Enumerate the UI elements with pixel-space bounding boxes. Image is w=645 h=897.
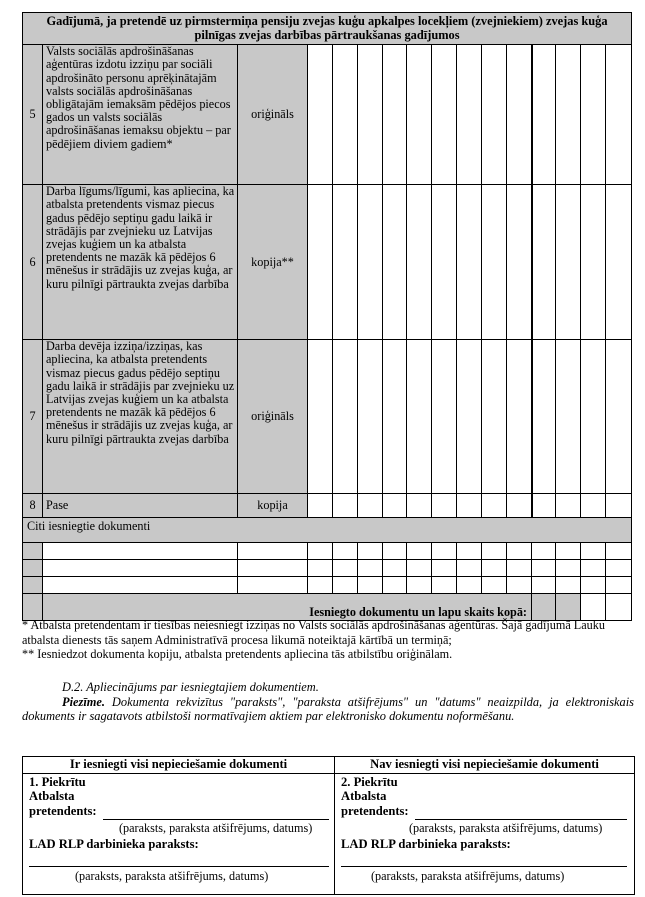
input-cell[interactable]: [383, 577, 407, 594]
input-cell[interactable]: [532, 543, 556, 560]
input-cell[interactable]: [606, 577, 632, 594]
input-cell[interactable]: [507, 45, 532, 185]
input-cell[interactable]: [238, 577, 308, 594]
input-cell[interactable]: [383, 340, 407, 494]
input-cell[interactable]: [383, 543, 407, 560]
input-cell[interactable]: [482, 494, 507, 518]
row-number-cell: [23, 543, 43, 560]
section-title: D.2. Apliecinājums par iesniegtajiem dokumentiem.: [62, 680, 319, 694]
input-cell[interactable]: [556, 185, 581, 340]
input-cell[interactable]: [358, 577, 383, 594]
input-cell[interactable]: [532, 340, 556, 494]
row-number: 5: [23, 45, 43, 185]
input-cell[interactable]: [507, 185, 532, 340]
input-cell[interactable]: [606, 543, 632, 560]
input-cell[interactable]: [432, 494, 457, 518]
table-row: [23, 494, 632, 518]
input-cell[interactable]: [482, 560, 507, 577]
input-cell[interactable]: [432, 185, 457, 340]
table-row: [23, 340, 632, 494]
officer-label: LAD RLP darbinieka paraksts:: [29, 836, 199, 851]
input-cell[interactable]: [308, 185, 333, 340]
input-cell[interactable]: [581, 185, 606, 340]
table-row: [23, 185, 632, 340]
input-cell[interactable]: [383, 560, 407, 577]
input-cell[interactable]: [333, 577, 358, 594]
input-cell[interactable]: [507, 494, 532, 518]
input-cell[interactable]: [407, 543, 432, 560]
total-row: [23, 594, 632, 621]
input-cell[interactable]: [581, 543, 606, 560]
applicant-label-line2: pretendents:: [341, 803, 409, 818]
applicant-label-line1: Atbalsta: [341, 788, 387, 803]
input-cell[interactable]: [308, 543, 333, 560]
row-description: Darba līgums/līgumi, kas apliecina, ka atbalsta pretendents vismaz piecus gadus pēdējo septiņu gadu laikā ir strādājis par zvejnieku uz Latvijas zvejas kuģiem un ka atbalsta pretendents ne mazāk kā pēdējos 6 mēnešus ir strādājis uz zvejas kuģa, ar kuru pilnīgi pārtraukta zvejas darbība: [43, 185, 238, 340]
note-label: Piezīme.: [62, 694, 106, 709]
footnotes: [22, 618, 634, 662]
input-cell[interactable]: [43, 577, 238, 594]
table-header: Gadījumā, ja pretendē uz pirmstermiņa pensiju zvejas kuģu apkalpes locekļiem (zvejniekiem) zvejas kuģa pilnīgas zvejas darbības pārtraukšanas gadījumos: [23, 13, 632, 45]
input-cell[interactable]: [606, 494, 632, 518]
input-cell[interactable]: [532, 494, 556, 518]
row-number-cell: [23, 577, 43, 594]
input-cell[interactable]: [333, 560, 358, 577]
input-cell[interactable]: [308, 494, 333, 518]
input-cell[interactable]: [432, 543, 457, 560]
row-document-type: oriģināls: [238, 340, 308, 494]
input-cell[interactable]: [358, 543, 383, 560]
input-cell[interactable]: [581, 340, 606, 494]
footnote-2: ** Iesniedzot dokumenta kopiju, atbalsta pretendents apliecina tās atbilstību oriģinālam.: [22, 647, 453, 662]
input-cell[interactable]: [482, 577, 507, 594]
input-cell[interactable]: [556, 543, 581, 560]
signature-hint: (paraksts, paraksta atšifrējums, datums): [371, 868, 565, 883]
signature-cell-right: [335, 773, 635, 894]
input-cell[interactable]: [407, 340, 432, 494]
input-cell[interactable]: [532, 577, 556, 594]
row-number: 7: [23, 340, 43, 494]
input-cell[interactable]: [556, 560, 581, 577]
input-cell[interactable]: [581, 45, 606, 185]
input-cell[interactable]: [358, 494, 383, 518]
signature-hint: (paraksts, paraksta atšifrējums, datums): [75, 868, 269, 883]
input-cell[interactable]: [532, 45, 556, 185]
input-cell[interactable]: [482, 543, 507, 560]
input-cell[interactable]: [407, 577, 432, 594]
input-cell[interactable]: [581, 560, 606, 577]
input-cell[interactable]: [507, 340, 532, 494]
input-cell[interactable]: [581, 494, 606, 518]
input-cell[interactable]: [308, 45, 333, 185]
signature-hint: (paraksts, paraksta atšifrējums, datums): [119, 820, 313, 835]
input-cell[interactable]: [238, 543, 308, 560]
footnote-1: * Atbalsta pretendentam ir tiesības neiesniegt izziņas no Valsts sociālās apdrošināšanas aģentūras. Šajā gadījumā Lauku atbalsta dienests tās saņem Administratīvā procesa likumā noteiktajā kārtībā un termiņā;: [22, 618, 605, 647]
input-cell[interactable]: [308, 560, 333, 577]
agree-label: 2. Piekrītu: [341, 774, 398, 789]
row-document-type: kopija**: [238, 185, 308, 340]
signature-hint: (paraksts, paraksta atšifrējums, datums): [409, 820, 603, 835]
input-cell[interactable]: [457, 577, 482, 594]
row-description: Pase: [43, 494, 238, 518]
input-cell[interactable]: [43, 560, 238, 577]
other-doc-row: [23, 560, 632, 577]
input-cell[interactable]: [606, 560, 632, 577]
input-cell[interactable]: [581, 577, 606, 594]
input-cell[interactable]: [482, 185, 507, 340]
input-cell[interactable]: [358, 185, 383, 340]
input-cell[interactable]: [507, 543, 532, 560]
input-cell[interactable]: [407, 45, 432, 185]
input-cell[interactable]: [457, 543, 482, 560]
input-cell[interactable]: [457, 185, 482, 340]
note-text: Dokumenta rekvizītus "paraksts", "paraksta atšifrējums" un "datums" neaizpilda, ja elektroniskais dokuments ir sagatavots atbilstoši normatīvajiem aktiem par elektronisko dokumentu noformēšanu.: [22, 694, 634, 724]
input-cell[interactable]: [238, 560, 308, 577]
other-doc-row: [23, 577, 632, 594]
input-cell[interactable]: [507, 577, 532, 594]
input-cell[interactable]: [407, 494, 432, 518]
input-cell[interactable]: [606, 185, 632, 340]
agree-label: 1. Piekrītu: [29, 774, 86, 789]
input-cell[interactable]: [333, 185, 358, 340]
input-cell[interactable]: [432, 560, 457, 577]
not-submitted-all-header: Nav iesniegti visi nepieciešamie dokumenti: [335, 757, 635, 774]
input-cell[interactable]: [532, 185, 556, 340]
table-row: [23, 45, 632, 185]
input-cell[interactable]: [556, 494, 581, 518]
row-document-type: oriģināls: [238, 45, 308, 185]
input-cell[interactable]: [556, 577, 581, 594]
applicant-signature-line[interactable]: [103, 819, 329, 820]
input-cell[interactable]: [383, 494, 407, 518]
input-cell[interactable]: [432, 577, 457, 594]
input-cell[interactable]: [457, 340, 482, 494]
row-number-cell: [23, 560, 43, 577]
input-cell[interactable]: [358, 560, 383, 577]
section-note: [22, 695, 634, 724]
row-description: Darba devēja izziņa/izziņas, kas apliecina, ka atbalsta pretendents vismaz piecus gadus pēdējo septiņu gadu laikā ir strādājis par zvejnieku uz Latvijas zvejas kuģiem un ka atbalsta pretendents ne mazāk kā pēdējos 6 mēnešus ir strādājis uz zvejas kuģa, ar kuru pilnīgi pārtraukta zvejas darbība: [43, 340, 238, 494]
input-cell[interactable]: [432, 340, 457, 494]
input-cell[interactable]: [532, 560, 556, 577]
row-document-type: kopija: [238, 494, 308, 518]
signature-cell-left: [23, 773, 335, 894]
input-cell[interactable]: [358, 340, 383, 494]
input-cell[interactable]: [383, 45, 407, 185]
input-cell[interactable]: [308, 577, 333, 594]
input-cell[interactable]: [407, 560, 432, 577]
officer-signature-line[interactable]: [341, 866, 627, 867]
officer-label: LAD RLP darbinieka paraksts:: [341, 836, 511, 851]
other-doc-row: [23, 543, 632, 560]
input-cell[interactable]: [556, 340, 581, 494]
section-d2: [22, 680, 634, 724]
applicant-label-line2: pretendents:: [29, 803, 97, 818]
applicant-label-line1: Atbalsta: [29, 788, 75, 803]
input-cell[interactable]: [482, 340, 507, 494]
documents-table: [22, 12, 632, 621]
input-cell[interactable]: [432, 45, 457, 185]
gray-cell: [556, 594, 581, 621]
signature-table: [22, 756, 635, 895]
row-number: 6: [23, 185, 43, 340]
input-cell[interactable]: [606, 45, 632, 185]
input-cell[interactable]: [606, 340, 632, 494]
input-cell[interactable]: [333, 340, 358, 494]
input-cell[interactable]: [333, 45, 358, 185]
total-input[interactable]: [606, 594, 632, 621]
total-input[interactable]: [581, 594, 606, 621]
input-cell[interactable]: [43, 543, 238, 560]
row-number-cell: [23, 594, 43, 621]
other-docs-label: Citi iesniegtie dokumenti: [23, 518, 632, 543]
input-cell[interactable]: [358, 45, 383, 185]
input-cell[interactable]: [308, 340, 333, 494]
input-cell[interactable]: [457, 494, 482, 518]
input-cell[interactable]: [333, 494, 358, 518]
input-cell[interactable]: [383, 185, 407, 340]
officer-signature-line[interactable]: [29, 866, 329, 867]
gray-cell: [532, 594, 556, 621]
total-label: Iesniegto dokumentu un lapu skaits kopā:: [43, 594, 532, 621]
input-cell[interactable]: [556, 45, 581, 185]
input-cell[interactable]: [482, 45, 507, 185]
row-number: 8: [23, 494, 43, 518]
input-cell[interactable]: [407, 185, 432, 340]
input-cell[interactable]: [507, 560, 532, 577]
applicant-signature-line[interactable]: [415, 819, 627, 820]
input-cell[interactable]: [457, 45, 482, 185]
row-description: Valsts sociālās apdrošināšanas aģentūras izdotu izziņu par sociāli apdrošināto personu aprēķinātajām valsts sociālās apdrošināšanas obligātajām iemaksām pēdējos piecos gados un valsts sociālās apdrošināšanas iemaksu objektu – par pēdējiem diviem gadiem*: [43, 45, 238, 185]
input-cell[interactable]: [457, 560, 482, 577]
submitted-all-header: Ir iesniegti visi nepieciešamie dokumenti: [23, 757, 335, 774]
input-cell[interactable]: [333, 543, 358, 560]
